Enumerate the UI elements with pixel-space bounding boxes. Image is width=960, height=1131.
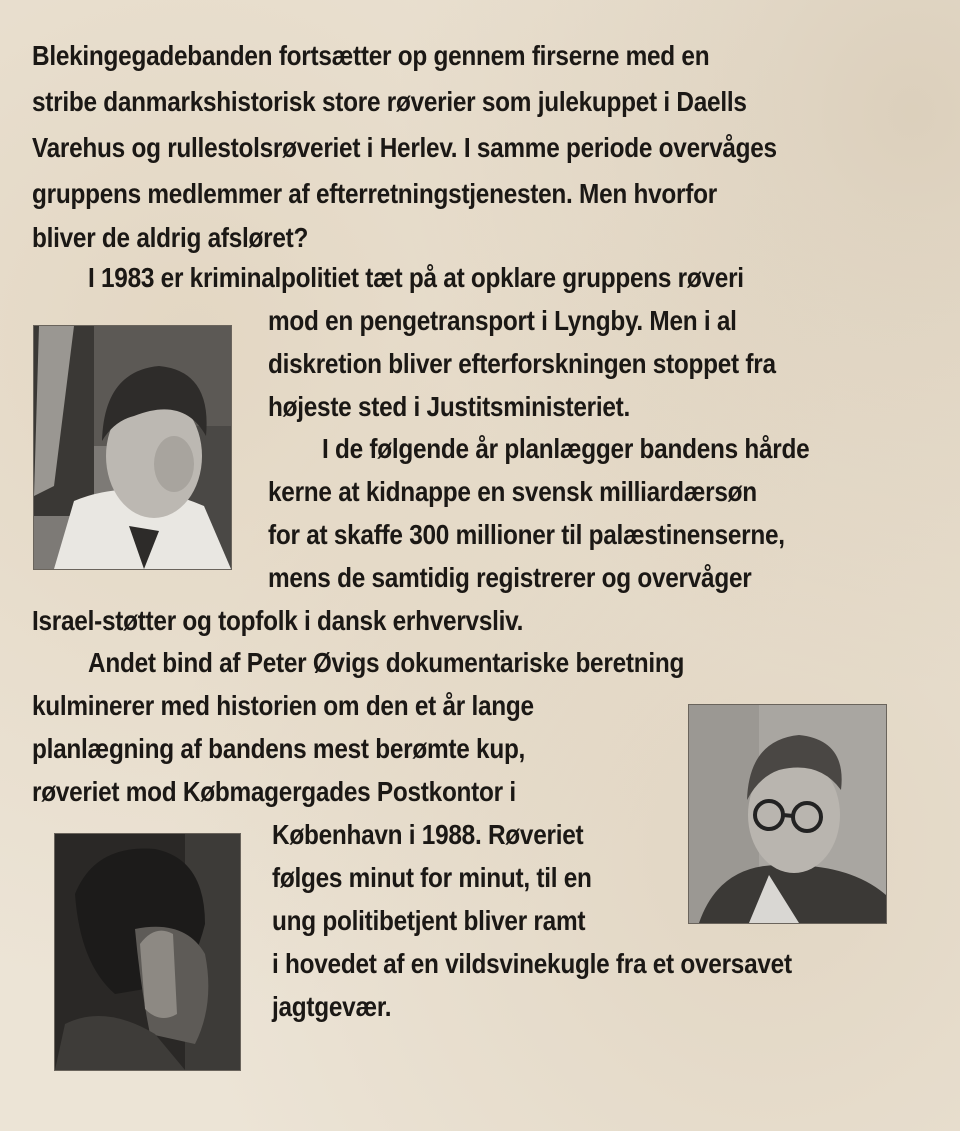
text-line-16: kulminerer med historien om den et år lange: [32, 690, 534, 721]
text-line-8: diskretion bliver efterforskningen stoppet fra: [268, 348, 776, 379]
text-line-10: I de følgende år planlægger bandens hårde: [322, 433, 810, 464]
text-line-12: for at skaffe 300 millioner til palæstinenserne,: [268, 519, 785, 550]
text-line-6: I 1983 er kriminalpolitiet tæt på at opklare gruppens røveri: [88, 262, 744, 293]
text-line-7: mod en pengetransport i Lyngby. Men i al: [268, 305, 737, 336]
text-line-13: mens de samtidig registrerer og overvåger: [268, 562, 752, 593]
text-line-14: Israel-støtter og topfolk i dansk erhvervsliv.: [32, 605, 524, 636]
text-line-17: planlægning af bandens mest berømte kup,: [32, 733, 526, 764]
text-line-4: gruppens medlemmer af efterretningstjenesten. Men hvorfor: [32, 178, 717, 209]
text-line-23: jagtgevær.: [272, 991, 392, 1022]
text-line-21: ung politibetjent bliver ramt: [272, 905, 586, 936]
photo-young-man-in-car: [33, 325, 232, 570]
text-line-22: i hovedet af en vildsvinekugle fra et oversavet: [272, 948, 792, 979]
text-line-9: højeste sted i Justitsministeriet.: [268, 391, 631, 422]
text-line-15: Andet bind af Peter Øvigs dokumentariske beretning: [88, 647, 685, 678]
text-line-3: Varehus og rullestolsrøveriet i Herlev. I samme periode overvåges: [32, 132, 777, 163]
text-line-19: København i 1988. Røveriet: [272, 819, 584, 850]
text-line-18: røveriet mod Købmagergades Postkontor i: [32, 776, 516, 807]
photo-person-hand-on-face: [54, 833, 241, 1071]
text-line-2: stribe danmarkshistorisk store røverier som julekuppet i Daells: [32, 86, 747, 117]
text-line-5: bliver de aldrig afsløret?: [32, 222, 309, 253]
text-line-20: følges minut for minut, til en: [272, 862, 592, 893]
text-line-11: kerne at kidnappe en svensk milliardærsøn: [268, 476, 757, 507]
text-line-1: Blekingegadebanden fortsætter op gennem firserne med en: [32, 40, 710, 71]
photo-man-with-glasses: [688, 704, 887, 924]
